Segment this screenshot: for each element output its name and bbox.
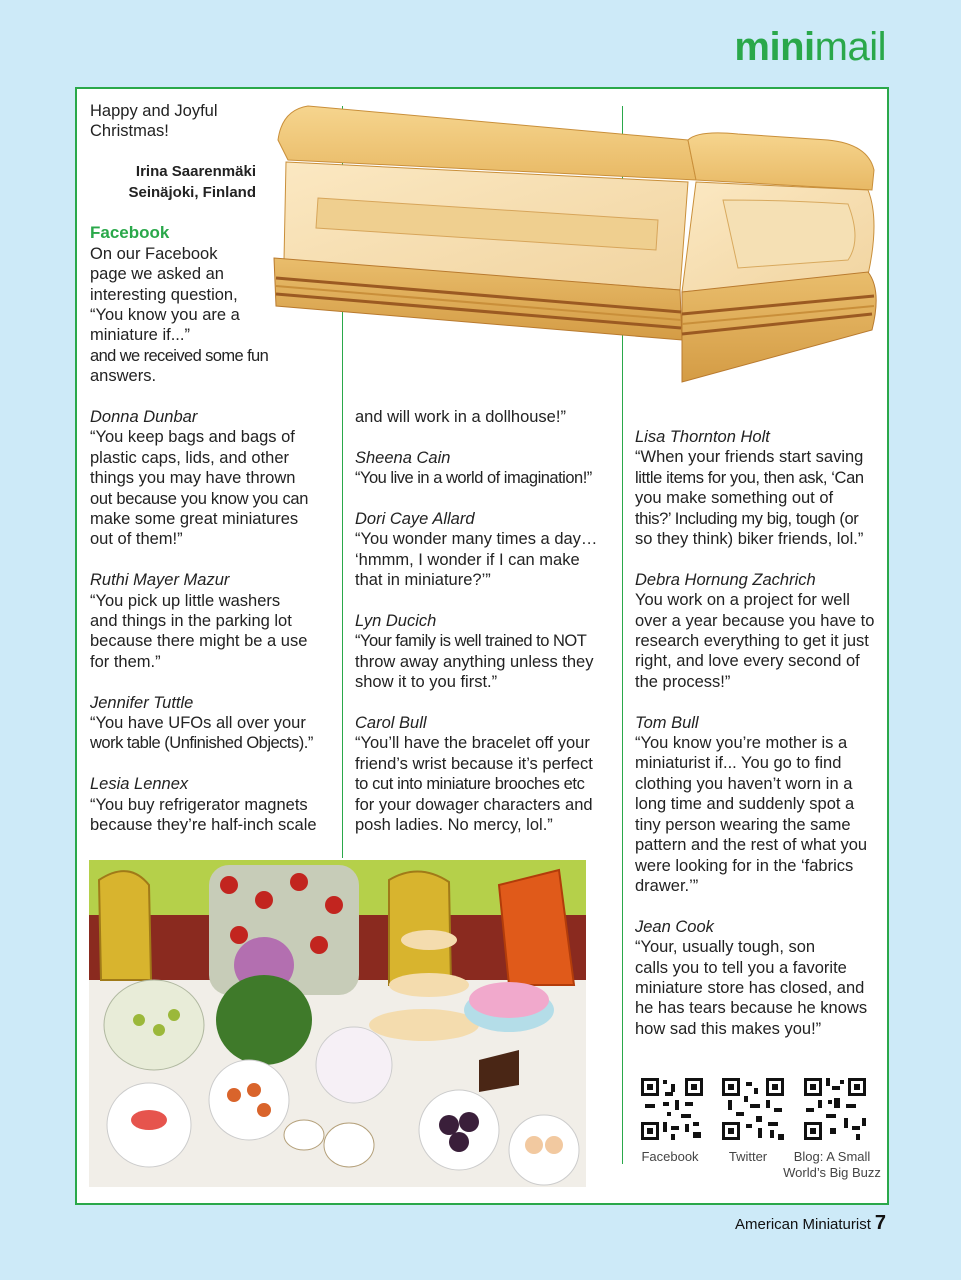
qr-twitter[interactable] <box>715 1071 791 1147</box>
answer-line: work table (Unfinished Objects).” <box>90 734 313 753</box>
respondent-name: Carol Bull <box>355 714 427 733</box>
answer-line: over a year because you have to <box>635 611 875 630</box>
answer-line: “You buy refrigerator magnets <box>90 795 308 814</box>
respondent-name: Lisa Thornton Holt <box>635 428 770 446</box>
greeting-line: Happy and Joyful <box>90 102 218 120</box>
respondent-name: Debra Hornung Zachrich <box>635 570 816 589</box>
answer-line: right, and love every second of <box>635 652 860 671</box>
answer-line: this?’ Including my big, tough (or <box>635 509 859 528</box>
qr-label-line: Blog: A Small <box>793 1149 871 1164</box>
answers-column-1 <box>90 407 340 835</box>
page-footer <box>735 1212 886 1235</box>
respondent-name: Ruthi Mayer Mazur <box>90 571 230 590</box>
qr-label-facebook <box>624 1149 716 1165</box>
answer-line: clothing you haven’t worn in a <box>635 774 853 793</box>
answer-line: “You live in a world of imagination!” <box>355 469 592 488</box>
answer-line: calls you to tell you a favorite <box>635 958 847 977</box>
answer-line: the process!” <box>635 672 731 691</box>
qr-label-twitter <box>706 1149 790 1165</box>
respondent-name: Tom Bull <box>635 713 699 732</box>
answer-line: drawer.’” <box>635 876 699 895</box>
answer-line: and will work in a dollhouse!” <box>355 408 566 426</box>
facebook-intro-line: On our Facebook <box>90 244 218 263</box>
answer-line: “You have UFOs all over your <box>90 714 306 733</box>
display-counter-image <box>268 100 882 390</box>
page-number: 7 <box>874 1212 886 1234</box>
answer-line: posh ladies. No mercy, lol.” <box>355 816 553 835</box>
qr-code-icon <box>722 1078 784 1140</box>
answer-line: “Your, usually tough, son <box>635 938 816 957</box>
qr-blog[interactable] <box>797 1071 873 1147</box>
respondent-name: Donna Dunbar <box>90 408 198 426</box>
answer-line: friend’s wrist because it’s perfect <box>355 754 593 773</box>
answer-line: miniaturist if... You go to find <box>635 754 842 773</box>
answer-line: out of them!” <box>90 530 183 549</box>
answer-line: “You’ll have the bracelet off your <box>355 734 590 753</box>
answer-line: make some great miniatures <box>90 510 299 529</box>
facebook-heading: Facebook <box>90 223 170 243</box>
answer-line: “You keep bags and bags of <box>90 428 295 447</box>
answer-line: “Your family is well trained to NOT <box>355 632 587 651</box>
facebook-intro-line: answers. <box>90 367 157 386</box>
answer-line: “You know you’re mother is a <box>635 734 848 753</box>
qr-code-icon <box>641 1078 703 1140</box>
qr-label-blog <box>780 1149 884 1181</box>
answer-line: things you may have thrown <box>90 469 296 488</box>
respondent-name: Lesia Lennex <box>90 775 189 794</box>
answer-line: little items for you, then ask, ‘Can <box>635 468 864 487</box>
answer-line: for them.” <box>90 652 161 671</box>
answer-line: so they think) biker friends, lol.” <box>635 530 864 549</box>
answer-line: were looking for in the ‘fabrics <box>635 856 854 875</box>
qr-label-line: World’s Big Buzz <box>783 1165 881 1180</box>
answer-line: You work on a project for well <box>635 591 850 610</box>
column-title <box>734 24 886 70</box>
answer-line: “You pick up little washers <box>90 591 281 610</box>
answer-line: ‘hmmm, I wonder if I can make <box>355 550 580 569</box>
answer-line: “When your friends start saving <box>635 448 864 467</box>
greeting-block <box>90 101 270 387</box>
answer-line: out because you know you can <box>90 489 309 508</box>
answer-line: because there might be a use <box>90 632 308 651</box>
answer-line: that in miniature?’” <box>355 571 491 590</box>
respondent-name: Dori Caye Allard <box>355 510 475 528</box>
qr-label-line: Facebook <box>641 1149 699 1164</box>
answer-line: he has tears because he knows <box>635 999 868 1018</box>
answer-line: research everything to get it just <box>635 632 869 651</box>
respondent-name: Jennifer Tuttle <box>90 693 194 712</box>
answer-line: throw away anything unless they <box>355 652 594 671</box>
answer-line: and things in the parking lot <box>90 612 292 631</box>
tea-party-photo <box>89 860 586 1187</box>
answer-line: because they’re half-inch scale <box>90 816 317 835</box>
brand-bold: mini <box>734 25 815 69</box>
answer-line: show it to you first.” <box>355 673 498 692</box>
respondent-name: Jean Cook <box>635 917 714 936</box>
facebook-intro-line: interesting question, <box>90 285 238 304</box>
answers-column-3 <box>635 427 885 1039</box>
answer-line: you make something out of <box>635 489 834 508</box>
respondent-name: Lyn Ducich <box>355 612 437 631</box>
qr-facebook[interactable] <box>634 1071 710 1147</box>
facebook-intro-line: page we asked an <box>90 265 224 284</box>
signature-place: Seinäjoki, Finland <box>128 183 256 201</box>
greeting-line: Christmas! <box>90 122 169 141</box>
answer-line: long time and suddenly spot a <box>635 795 855 814</box>
respondent-name: Sheena Cain <box>355 448 451 467</box>
answer-line: miniature store has closed, and <box>635 978 865 997</box>
signature-name: Irina Saarenmäki <box>135 163 256 181</box>
brand-light: mail <box>814 25 886 69</box>
qr-label-line: Twitter <box>728 1149 768 1164</box>
answers-column-2 <box>355 407 617 835</box>
facebook-intro-line: and we received some fun <box>90 346 269 365</box>
answer-line: pattern and the rest of what you <box>635 836 868 855</box>
facebook-intro-line: “You know you are a <box>90 306 240 325</box>
answer-line: how sad this makes you!” <box>635 1019 822 1038</box>
answer-line: for your dowager characters and <box>355 795 593 814</box>
answer-line: tiny person wearing the same <box>635 815 851 834</box>
answer-line: “You wonder many times a day… <box>355 530 598 549</box>
magazine-name: American Miniaturist <box>735 1216 871 1233</box>
answer-line: to cut into miniature brooches etc <box>355 775 585 794</box>
qr-code-icon <box>804 1078 866 1140</box>
answer-line: plastic caps, lids, and other <box>90 448 290 467</box>
facebook-intro-line: miniature if...” <box>90 326 190 345</box>
